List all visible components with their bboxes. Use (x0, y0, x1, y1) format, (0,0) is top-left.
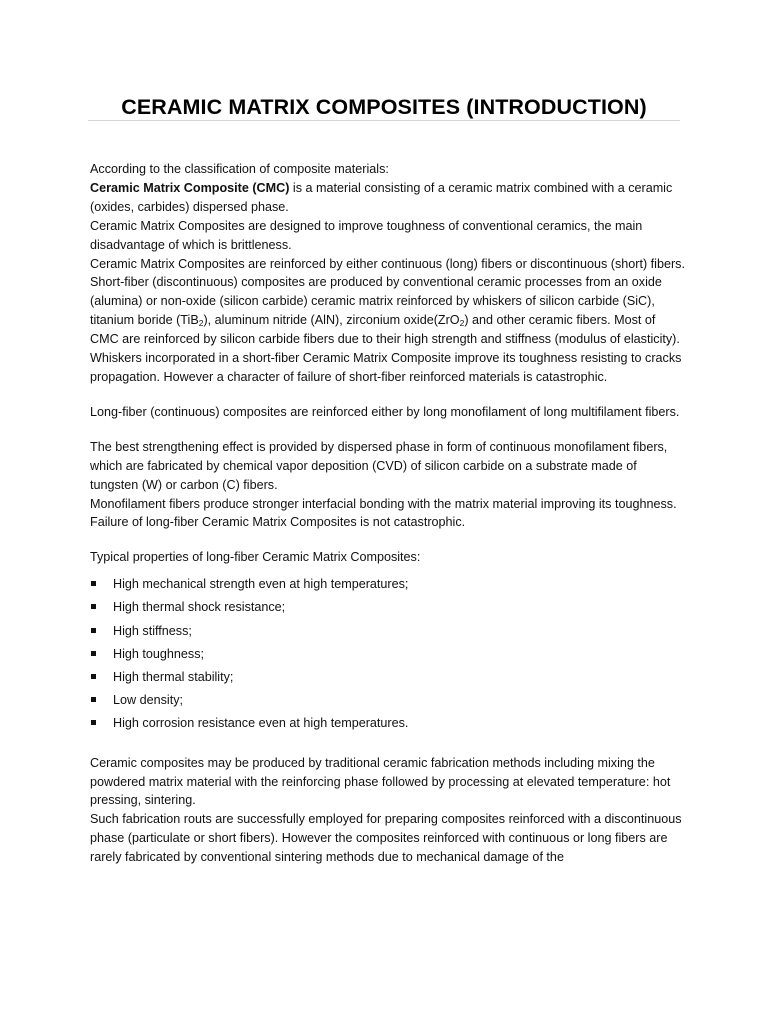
square-bullet-icon (91, 697, 96, 702)
paragraph-failure: Failure of long-fiber Ceramic Matrix Composites is not catastrophic. (90, 515, 466, 530)
square-bullet-icon (91, 581, 96, 586)
short-fiber-text-2: ), aluminum nitride (AlN), zirconium oxide(ZrO (203, 313, 460, 328)
square-bullet-icon (91, 651, 96, 656)
document-body (90, 160, 686, 867)
cmc-definition (90, 179, 686, 217)
paragraph-designed: Ceramic Matrix Composites are designed to improve toughness of conventional ceramics, the main disadvantage of which is brittleness. (90, 218, 643, 252)
list-item: High stiffness; (90, 622, 686, 641)
intro-line: According to the classification of composite materials: (90, 162, 389, 176)
paragraph-long-fiber: Long-fiber (continuous) composites are reinforced either by long monofilament of long multifilament fibers. (90, 404, 680, 419)
square-bullet-icon (91, 628, 96, 633)
square-bullet-icon (91, 674, 96, 679)
list-item: High thermal shock resistance; (90, 598, 686, 617)
square-bullet-icon (91, 604, 96, 609)
title-divider (88, 120, 680, 121)
paragraph-best-strengthening: The best strengthening effect is provided by dispersed phase in form of continuous monofilament fibers, which are fabricated by chemical vapor deposition (CVD) of silicon carbide on a substrate made of tungsten (W) or carbon (C) fibers. (90, 439, 668, 492)
short-fiber-text-3: ) and other ceramic fibers. Most of CMC are reinforced by silicon carbide fibers due to their high strength and stiffness (modulus of elasticity). (90, 313, 680, 347)
cmc-definition-text: is a material consisting of a ceramic matrix combined with a ceramic (oxides, carbides) dispersed phase. (90, 180, 673, 214)
list-item: High mechanical strength even at high temperatures; (90, 575, 686, 594)
paragraph-whiskers: Whiskers incorporated in a short-fiber Ceramic Matrix Composite improve its toughness resisting to cracks propagation. However a character of failure of short-fiber reinforced materials is catastrophic. (90, 351, 682, 384)
paragraph-produced: Ceramic composites may be produced by traditional ceramic fabrication methods including mixing the powdered matrix material with the reinforcing phase followed by processing at elevated temperature: hot pressing, sintering. (90, 755, 671, 808)
paragraph-monofilament: Monofilament fibers produce stronger interfacial bonding with the matrix material improving its toughness. (90, 496, 677, 511)
cmc-term: Ceramic Matrix Composite (CMC) (90, 180, 290, 195)
square-bullet-icon (91, 720, 96, 725)
paragraph-short-fiber (90, 273, 686, 349)
subscript-2: 2 (198, 318, 204, 329)
page-title: CERAMIC MATRIX COMPOSITES (INTRODUCTION) (121, 95, 647, 119)
list-item: High toughness; (90, 645, 686, 664)
list-item: High corrosion resistance even at high temperatures. (90, 714, 686, 733)
list-item: High thermal stability; (90, 668, 686, 687)
properties-heading: Typical properties of long-fiber Ceramic Matrix Composites: (90, 550, 421, 565)
short-fiber-text-1: Short-fiber (discontinuous) composites are produced by conventional ceramic processes from an oxide (alumina) or non-oxide (silicon carbide) ceramic matrix reinforced by whiskers of silicon carbide (SiC), titanium boride (TiB (90, 275, 662, 328)
properties-list (90, 575, 686, 733)
paragraph-fabrication: Such fabrication routs are successfully employed for preparing composites reinforced with a discontinuous phase (particulate or short fibers). However the composites reinforced with continuous or long fibers are rarely fabricated by conventional sintering methods due to mechanical damage of the (90, 812, 682, 865)
paragraph-reinforced: Ceramic Matrix Composites are reinforced by either continuous (long) fibers or discontinuous (short) fibers. (90, 256, 685, 271)
list-item: Low density; (90, 691, 686, 710)
subscript-2: 2 (459, 318, 465, 329)
